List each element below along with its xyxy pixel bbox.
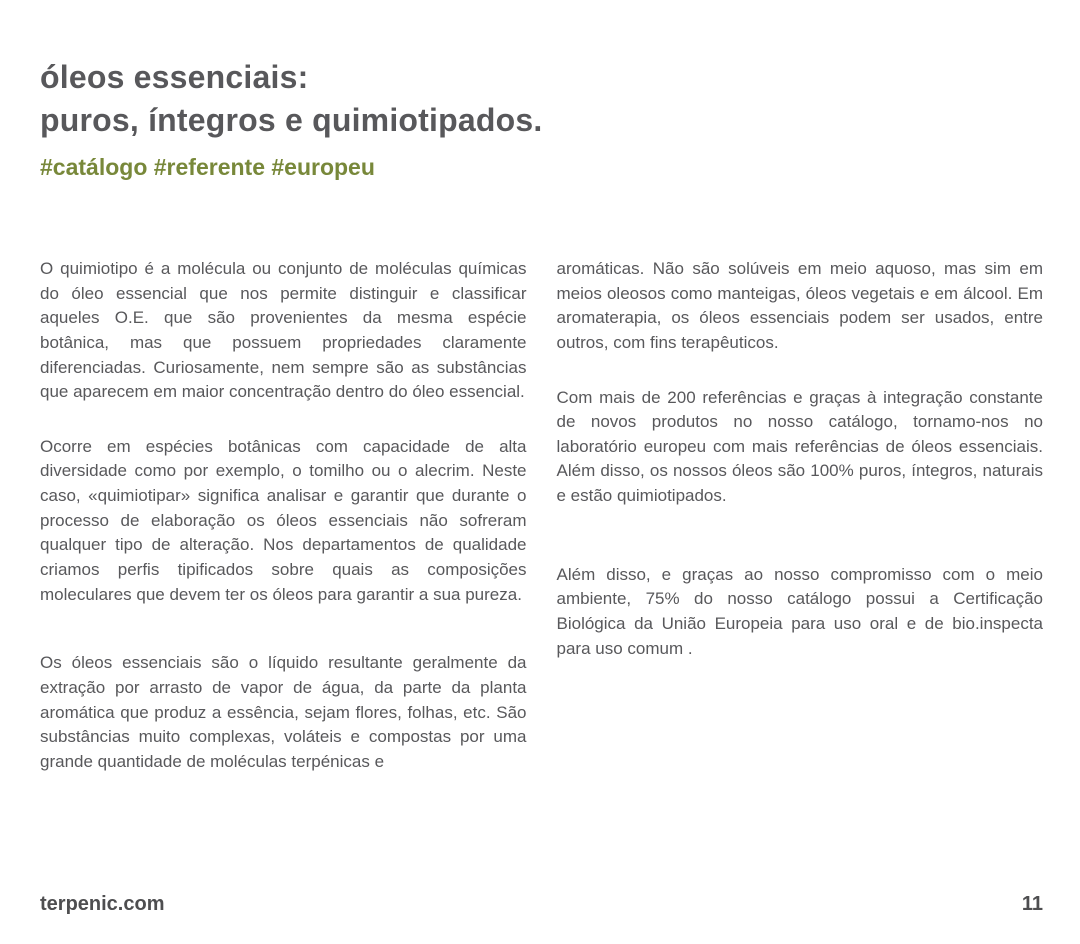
right-column	[557, 257, 1044, 775]
body-columns	[0, 257, 1080, 775]
page-title-line1: óleos essenciais:	[40, 59, 309, 95]
paragraph-left-2: Ocorre em espécies botânicas com capacidade de alta diversidade como por exemplo, o tomilho ou o alecrim. Neste caso, «quimiotipar» significa analisar e garantir que durante o processo de elaboração os óleos essenciais não sofreram qualquer tipo de alteração. Nos departamentos de qualidade criamos perfis tipificados sobre quais as composições moleculares que devem ter os óleos para garantir a sua pureza.	[40, 436, 527, 604]
page-header	[0, 0, 1080, 183]
page-footer	[40, 893, 1043, 916]
hashtags: #catálogo #referente #europeu	[40, 154, 375, 180]
paragraph-left-3: Os óleos essenciais são o líquido resultante geralmente da extração por arrasto de vapor de água, da parte da planta aromática que produz a essência, sejam flores, folhas, etc. São substâncias muito complexas, voláteis e compostas por uma grande quantidade de moléculas terpénicas e	[40, 653, 527, 771]
page-title	[40, 56, 1043, 142]
left-column	[40, 257, 527, 775]
paragraph-right-3: Além disso, e graças ao nosso compromisso com o meio ambiente, 75% do nosso catálogo possui a Certificação Biológica da União Europeia para uso oral e de bio.inspecta para uso comum .	[556, 564, 1043, 658]
paragraph-right-2: Com mais de 200 referências e graças à integração constante de novos produtos no nosso catálogo, tornamo-nos no laboratório europeu com mais referências de óleos essenciais. Além disso, os nossos óleos são 100% puros, íntegros, naturais e estão quimiotipados.	[556, 387, 1043, 506]
website-text: terpenic.com	[40, 893, 165, 915]
page-title-line2: puros, íntegros e quimiotipados.	[40, 102, 543, 138]
paragraph-left-1: O quimiotipo é a molécula ou conjunto de moléculas químicas do óleo essencial que nos permite distinguir e classificar aqueles O.E. que são provenientes da mesma espécie botânica, mas que possuem propriedades claramente diferenciadas. Curiosamente, nem sempre são as substâncias que aparecem em maior concentração dentro do óleo essencial.	[40, 259, 527, 402]
paragraph-right-1: aromáticas. Não são solúveis em meio aquoso, mas sim em meios oleosos como manteigas, óleos vegetais e em álcool. Em aromaterapia, os óleos essenciais podem ser usados, entre outros, com fins terapêuticos.	[556, 259, 1043, 352]
page-number: 11	[1021, 893, 1043, 915]
